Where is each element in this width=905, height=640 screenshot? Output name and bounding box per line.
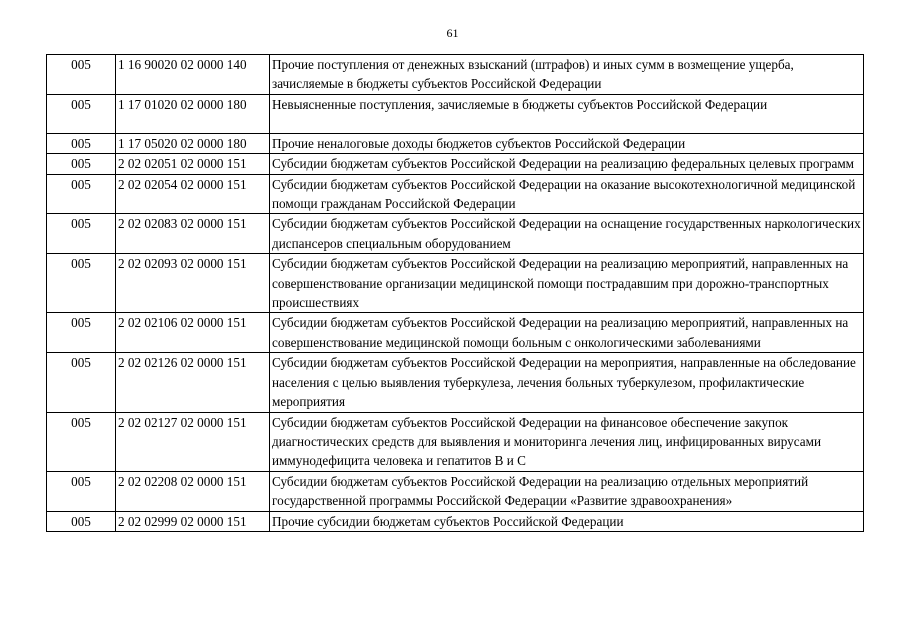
revenue-code-cell: 2 02 02208 02 0000 151	[116, 471, 270, 511]
revenue-code-cell: 2 02 02999 02 0000 151	[116, 511, 270, 531]
revenue-name-cell: Субсидии бюджетам субъектов Российской Федерации на финансовое обеспечение закупок диагностических средств для выявления и мониторинга лечения лиц, инфицированных вирусами иммунодефицита человека и гепатитов В и С	[270, 412, 864, 471]
table-row	[47, 471, 864, 511]
admin-code-cell: 005	[47, 55, 116, 95]
admin-code-cell: 005	[47, 154, 116, 174]
table-row	[47, 313, 864, 353]
budget-revenue-table	[46, 54, 864, 532]
admin-code-cell: 005	[47, 94, 116, 133]
revenue-code-cell: 2 02 02083 02 0000 151	[116, 214, 270, 254]
table-row	[47, 154, 864, 174]
admin-code-cell: 005	[47, 412, 116, 471]
revenue-name-cell: Прочие поступления от денежных взысканий (штрафов) и иных сумм в возмещение ущерба, зачисляемые в бюджеты субъектов Российской Федерации	[270, 55, 864, 95]
admin-code-cell: 005	[47, 511, 116, 531]
revenue-code-cell: 2 02 02106 02 0000 151	[116, 313, 270, 353]
revenue-name-cell: Прочие неналоговые доходы бюджетов субъектов Российской Федерации	[270, 133, 864, 153]
admin-code-cell: 005	[47, 214, 116, 254]
revenue-code-cell: 1 17 01020 02 0000 180	[116, 94, 270, 133]
admin-code-cell: 005	[47, 313, 116, 353]
revenue-name-cell: Субсидии бюджетам субъектов Российской Федерации на реализацию мероприятий, направленных на совершенствование медицинской помощи больным с онкологическими заболеваниями	[270, 313, 864, 353]
revenue-code-cell: 2 02 02054 02 0000 151	[116, 174, 270, 214]
admin-code-cell: 005	[47, 133, 116, 153]
revenue-code-cell: 1 16 90020 02 0000 140	[116, 55, 270, 95]
table-row	[47, 353, 864, 412]
table-row	[47, 412, 864, 471]
page-number: 61	[446, 26, 459, 40]
table-row	[47, 254, 864, 313]
revenue-name-cell: Субсидии бюджетам субъектов Российской Федерации на мероприятия, направленные на обследование населения с целью выявления туберкулеза, лечения больных туберкулезом, профилактические мероприятия	[270, 353, 864, 412]
admin-code-cell: 005	[47, 471, 116, 511]
table-row	[47, 214, 864, 254]
revenue-name-cell: Субсидии бюджетам субъектов Российской Федерации на реализацию отдельных мероприятий государственной программы Российской Федерации «Развитие здравоохранения»	[270, 471, 864, 511]
admin-code-cell: 005	[47, 353, 116, 412]
table-row	[47, 511, 864, 531]
table-row	[47, 94, 864, 133]
table-row	[47, 174, 864, 214]
revenue-name-cell: Субсидии бюджетам субъектов Российской Федерации на реализацию федеральных целевых программ	[270, 154, 864, 174]
revenue-code-cell: 1 17 05020 02 0000 180	[116, 133, 270, 153]
revenue-code-cell: 2 02 02127 02 0000 151	[116, 412, 270, 471]
revenue-name-cell: Прочие субсидии бюджетам субъектов Российской Федерации	[270, 511, 864, 531]
revenue-name-cell: Субсидии бюджетам субъектов Российской Федерации на реализацию мероприятий, направленных на совершенствование организации медицинской помощи пострадавшим при дорожно-транспортных происшествиях	[270, 254, 864, 313]
revenue-code-cell: 2 02 02093 02 0000 151	[116, 254, 270, 313]
table-row	[47, 133, 864, 153]
revenue-name-cell: Субсидии бюджетам субъектов Российской Федерации на оснащение государственных наркологических диспансеров специальным оборудованием	[270, 214, 864, 254]
admin-code-cell: 005	[47, 174, 116, 214]
revenue-name-cell: Субсидии бюджетам субъектов Российской Федерации на оказание высокотехнологичной медицинской помощи гражданам Российской Федерации	[270, 174, 864, 214]
table-row	[47, 55, 864, 95]
admin-code-cell: 005	[47, 254, 116, 313]
revenue-name-cell: Невыясненные поступления, зачисляемые в бюджеты субъектов Российской Федерации	[270, 94, 864, 133]
revenue-code-cell: 2 02 02051 02 0000 151	[116, 154, 270, 174]
revenue-code-cell: 2 02 02126 02 0000 151	[116, 353, 270, 412]
